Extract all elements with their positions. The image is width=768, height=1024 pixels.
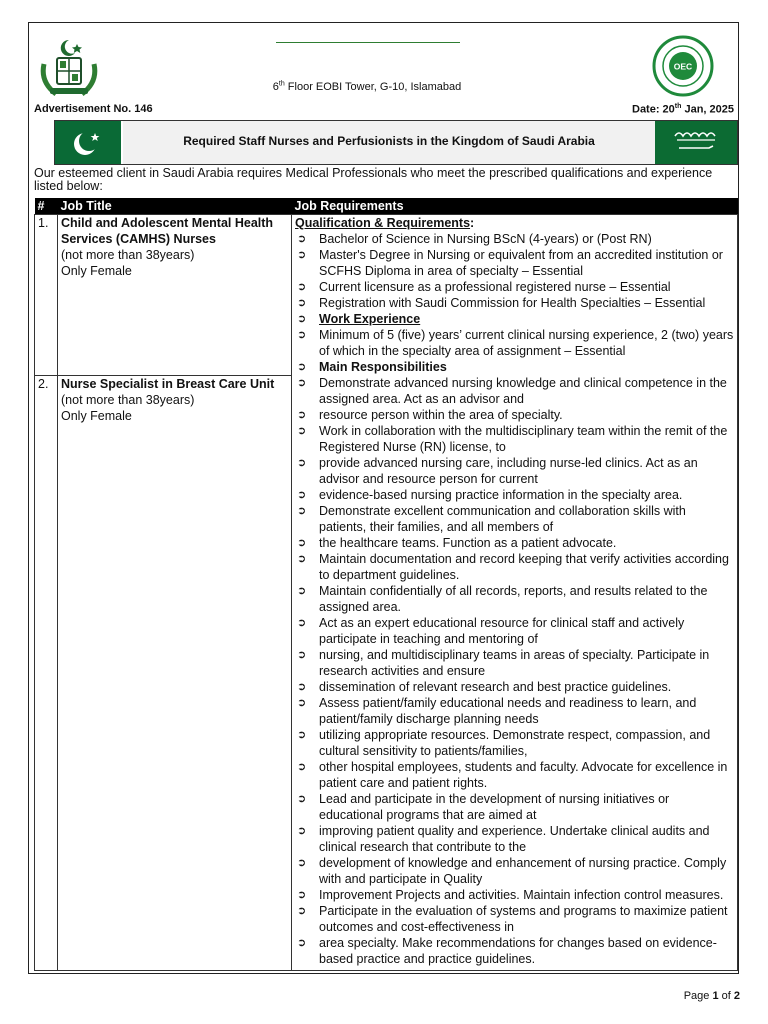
title-banner [54, 120, 738, 165]
responsibility-item: ➲ Assess patient/family educational needs and readiness to learn, and patient/family discharge planning needs [297, 696, 697, 726]
table-header-row [35, 198, 738, 215]
arrow-right-circle-icon: ➲ [297, 297, 307, 309]
arrow-right-circle-icon: ➲ [297, 905, 307, 917]
col-header-job-requirements: Job Requirements [292, 198, 738, 215]
responsibility-item: ➲ Participate in the evaluation of systems and programs to maximize patient outcomes and cost-effectiveness in [297, 904, 728, 934]
arrow-right-circle-icon: ➲ [297, 553, 307, 565]
arrow-right-circle-icon: ➲ [297, 681, 307, 693]
responsibility-item: ➲ Demonstrate advanced nursing knowledge and clinical competence in the assigned area. Act as an advisor and [297, 376, 727, 406]
responsibility-item: ➲ Maintain documentation and record keeping that verify activities according to department guidelines. [297, 552, 729, 582]
oec-label: OEC [673, 61, 693, 72]
arrow-right-circle-icon: ➲ [297, 889, 307, 901]
responsibility-item: ➲ development of knowledge and enhancement of nursing practice. Comply with and participate in Quality [297, 856, 727, 886]
arrow-right-circle-icon: ➲ [297, 249, 307, 261]
arrow-right-circle-icon: ➲ [297, 313, 307, 325]
advertisement-date: Date: 20th Jan, 2025 [632, 103, 734, 116]
qualification-heading: Qualification & Requirements: [295, 216, 475, 230]
office-address: 6th Floor EOBI Tower, G-10, Islamabad [272, 80, 462, 93]
job-number: 2. [35, 376, 58, 971]
arrow-right-circle-icon: ➲ [297, 233, 307, 245]
arrow-right-circle-icon: ➲ [297, 281, 307, 293]
responsibility-item: ➲ Act as an expert educational resource for clinical staff and actively participate in teaching and mentoring of [297, 616, 685, 646]
work-experience-item: ➲ Minimum of 5 (five) years’ current clinical nursing experience, 2 (two) years of which in the specialty area of assignment – Essential [297, 328, 734, 358]
responsibility-item: ➲ Demonstrate excellent communication and collaboration skills with patients, their families, and all members of [297, 504, 686, 534]
saudi-flag-icon [655, 121, 737, 164]
col-header-job-title: Job Title [58, 198, 292, 215]
responsibility-item: ➲ area specialty. Make recommendations for changes based on evidence-based practice and practice guidelines. [297, 936, 717, 966]
page-number: Page 1 of 2 [683, 990, 740, 1002]
arrow-right-circle-icon: ➲ [297, 761, 307, 773]
responsibility-item: ➲ dissemination of relevant research and best practice guidelines. [297, 680, 672, 694]
responsibility-item: ➲ resource person within the area of specialty. [297, 408, 563, 422]
intro-paragraph: Our esteemed client in Saudi Arabia requires Medical Professionals who meet the prescribed qualifications and experience listed below: [34, 166, 713, 193]
job-age-limit: (not more than 38years) [61, 393, 195, 407]
arrow-right-circle-icon: ➲ [297, 857, 307, 869]
responsibility-item: ➲ utilizing appropriate resources. Demonstrate respect, compassion, and cultural sensitivity to patients/families, [297, 728, 711, 758]
responsibility-item: ➲ Improvement Projects and activities. Maintain infection control measures. [297, 888, 724, 902]
qualification-list [295, 231, 734, 311]
arrow-right-circle-icon: ➲ [297, 825, 307, 837]
arrow-right-circle-icon: ➲ [297, 649, 307, 661]
job-age-limit: (not more than 38years) [61, 248, 195, 262]
job-gender: Only Female [61, 264, 132, 278]
arrow-right-circle-icon: ➲ [297, 377, 307, 389]
header-rule [276, 42, 460, 43]
arrow-right-circle-icon: ➲ [297, 361, 307, 373]
qualification-item: ➲ Master's Degree in Nursing or equivalent from an accredited institution or SCFHS Diploma in area of specialty – Essential [297, 248, 723, 278]
advertisement-number: Advertisement No. 146 [34, 103, 153, 115]
responsibility-item: ➲ other hospital employees, students and faculty. Advocate for excellence in patient care and patient rights. [297, 760, 728, 790]
qualification-item: ➲ Registration with Saudi Commission for Health Specialties – Essential [297, 296, 706, 310]
arrow-right-circle-icon: ➲ [297, 409, 307, 421]
qualification-item: ➲ Bachelor of Science in Nursing BScN (4-years) or (Post RN) [297, 232, 652, 246]
requirements-table [34, 198, 738, 971]
page-title: Required Staff Nurses and Perfusionists in the Kingdom of Saudi Arabia [183, 134, 595, 148]
flag-divider [121, 121, 123, 164]
arrow-right-circle-icon: ➲ [297, 457, 307, 469]
responsibility-item: ➲ the healthcare teams. Function as a patient advocate. [297, 536, 617, 550]
job-title: Child and Adolescent Mental Health Services (CAMHS) Nurses [61, 216, 274, 246]
arrow-right-circle-icon: ➲ [297, 505, 307, 517]
arrow-right-circle-icon: ➲ [297, 329, 307, 341]
arrow-right-circle-icon: ➲ [297, 937, 307, 949]
responsibility-item: ➲ provide advanced nursing care, including nurse-led clinics. Act as an advisor and resource person for current [297, 456, 698, 486]
work-experience-heading: ➲ Work Experience [297, 312, 421, 326]
arrow-right-circle-icon: ➲ [297, 425, 307, 437]
responsibility-item: ➲ Maintain confidentially of all records, reports, and results related to the assigned area. [297, 584, 708, 614]
job-requirements-cell [292, 215, 738, 971]
arrow-right-circle-icon: ➲ [297, 489, 307, 501]
col-header-number: # [35, 198, 58, 215]
arrow-right-circle-icon: ➲ [297, 729, 307, 741]
arrow-right-circle-icon: ➲ [297, 537, 307, 549]
arrow-right-circle-icon: ➲ [297, 617, 307, 629]
job-title: Nurse Specialist in Breast Care Unit [61, 377, 275, 391]
table-row [35, 215, 738, 376]
responsibility-item: ➲ improving patient quality and experience. Undertake clinical audits and clinical research that contribute to the [297, 824, 710, 854]
responsibilities-heading: ➲ Main Responsibilities [297, 360, 447, 374]
arrow-right-circle-icon: ➲ [297, 697, 307, 709]
responsibility-item: ➲ evidence-based nursing practice information in the specialty area. [297, 488, 683, 502]
job-title-cell [58, 376, 292, 971]
job-number: 1. [35, 215, 58, 376]
responsibility-item: ➲ Lead and participate in the development of nursing initiatives or educational programs that are aimed at [297, 792, 670, 822]
job-gender: Only Female [61, 409, 132, 423]
responsibility-item: ➲ nursing, and multidisciplinary teams in areas of specialty. Participate in research activities and ensure [297, 648, 710, 678]
responsibility-item: ➲ Work in collaboration with the multidisciplinary team within the remit of the Registered Nurse (RN) license, to [297, 424, 728, 454]
responsibilities-list [295, 375, 734, 967]
qualification-item: ➲ Current licensure as a professional registered nurse – Essential [297, 280, 671, 294]
arrow-right-circle-icon: ➲ [297, 793, 307, 805]
pakistan-flag-icon [55, 121, 121, 164]
arrow-right-circle-icon: ➲ [297, 585, 307, 597]
job-title-cell [58, 215, 292, 376]
